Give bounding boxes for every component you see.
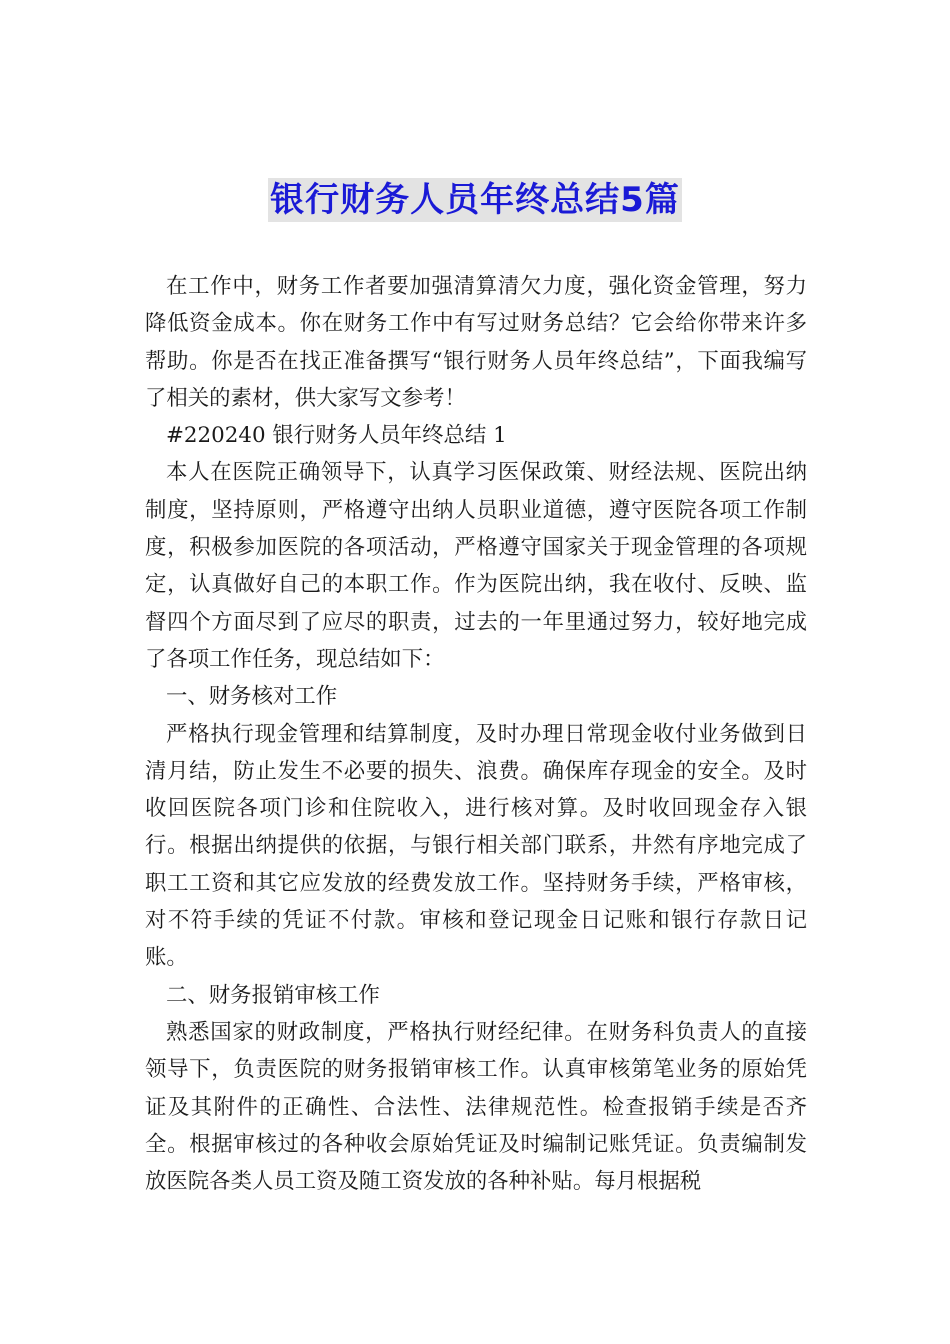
intro-paragraph: 在工作中，财务工作者要加强清算清欠力度，强化资金管理，努力降低资金成本。你在财务工作中有写过财务总结？它会给你带来许多帮助。你是否在找正准备撰写“银行财务人员年终总结”，下面我编写了相关的素材，供大家写文参考！: [145, 274, 807, 411]
title-container: [0, 178, 950, 222]
section-intro-paragraph: 本人在医院正确领导下，认真学习医保政策、财经法规、医院出纳制度，坚持原则，严格遵守出纳人员职业道德，遵守医院各项工作制度，积极参加医院的各项活动，严格遵守国家关于现金管理的各项规定，认真做好自己的本职工作。作为医院出纳，我在收付、反映、监督四个方面尽到了应尽的职责，过去的一年里通过努力，较好地完成了各项工作任务，现总结如下：: [145, 460, 807, 672]
document-title: 银行财务人员年终总结5篇: [270, 180, 680, 220]
subsection-heading-1: 一、财务核对工作: [166, 684, 338, 710]
subsection-body-2: 熟悉国家的财政制度，严格执行财经纪律。在财务科负责人的直接领导下，负责医院的财务报销审核工作。认真审核第笔业务的原始凭证及其附件的正确性、合法性、法律规范性。检查报销手续是否齐全。根据审核过的各种收会原始凭证及时编制记账凭证。负责编制发放医院各类人员工资及随工资发放的各种补贴。每月根据税: [145, 1019, 807, 1195]
section-heading: #220240 银行财务人员年终总结 1: [166, 423, 507, 449]
document-body: [145, 268, 807, 1200]
subsection-heading-2: 二、财务报销审核工作: [166, 982, 380, 1008]
subsection-body-1: 严格执行现金管理和结算制度，及时办理日常现金收付业务做到日清月结，防止发生不必要的损失、浪费。确保库存现金的安全。及时收回医院各项门诊和住院收入，进行核对算。及时收回现金存入银行。根据出纳提供的依据，与银行相关部门联系，井然有序地完成了职工工资和其它应发放的经费发放工作。坚持财务手续，严格审核，对不符手续的凭证不付款。审核和登记现金日记账和银行存款日记账。: [145, 721, 807, 971]
